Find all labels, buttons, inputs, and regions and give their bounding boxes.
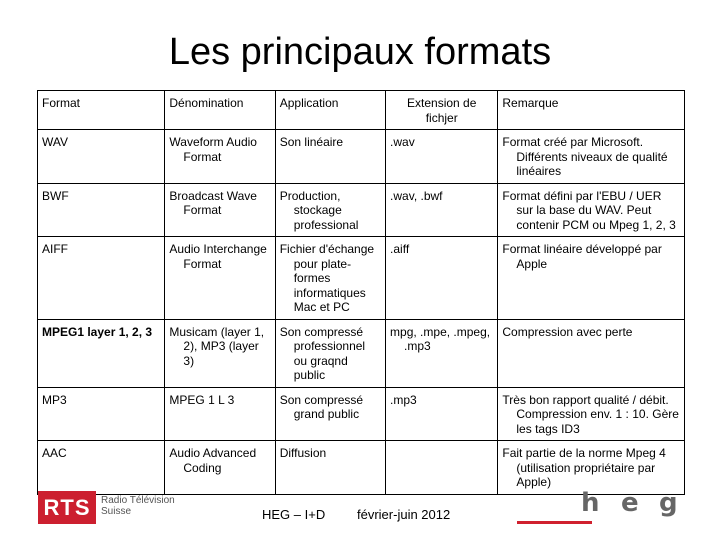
cell-text: Waveform Audio Format: [169, 135, 257, 164]
table-header-row: [38, 91, 685, 130]
cell-application: [275, 319, 385, 387]
cell-application: [275, 237, 385, 320]
cell-text: Musicam (layer 1, 2), MP3 (layer 3): [169, 324, 265, 368]
cell-denomination: MPEG 1 L 3: [165, 387, 275, 441]
cell-remarque: [498, 387, 685, 441]
cell-text: Son compressé grand public: [279, 392, 364, 421]
formats-table: [37, 90, 685, 495]
table-row: [38, 183, 685, 237]
rts-logo-text: [101, 495, 175, 517]
cell-text: Format linéaire développé par Apple: [502, 242, 662, 271]
heg-logo-e: e: [621, 488, 639, 518]
cell-denomination: [165, 441, 275, 495]
footer-date: février-juin 2012: [357, 507, 451, 522]
cell-text: Très bon rapport qualité / débit. Compression env. 1 : 10. Gère les tags ID3: [502, 392, 679, 436]
heg-logo-h: h: [581, 488, 600, 518]
cell-denomination: [165, 237, 275, 320]
table-row: [38, 387, 685, 441]
rts-line1: Radio Télévision: [101, 495, 175, 506]
cell-denomination: [165, 130, 275, 184]
cell-text: Son linéaire: [279, 135, 344, 149]
cell-application: [275, 387, 385, 441]
table-row: [38, 130, 685, 184]
cell-extension: [386, 441, 498, 495]
rts-logo: RTS: [38, 491, 96, 524]
cell-extension: .wav, .bwf: [386, 183, 498, 237]
cell-remarque: Compression avec perte: [498, 319, 685, 387]
table-row: [38, 237, 685, 320]
cell-text: Audio Interchange Format: [169, 242, 267, 271]
cell-remarque: [498, 237, 685, 320]
table-row: [38, 441, 685, 495]
header-denomination: Dénomination: [165, 91, 275, 130]
cell-remarque: [498, 183, 685, 237]
slide-title: Les principaux formats: [168, 31, 552, 73]
cell-format: WAV: [38, 130, 165, 184]
cell-extension: .aiff: [386, 237, 498, 320]
cell-format: AAC: [38, 441, 165, 495]
cell-application: Diffusion: [275, 441, 385, 495]
cell-format: BWF: [38, 183, 165, 237]
cell-denomination: [165, 319, 275, 387]
cell-text: Son compressé professionnel ou graqnd public: [279, 324, 366, 382]
cell-extension: .wav: [386, 130, 498, 184]
rts-line2: Suisse: [101, 506, 132, 517]
cell-format: MP3: [38, 387, 165, 441]
cell-text: Fait partie de la norme Mpeg 4 (utilisation propriétaire par Apple): [502, 446, 666, 489]
cell-format: MPEG1 layer 1, 2, 3: [38, 319, 165, 387]
header-application: Application: [275, 91, 385, 130]
cell-text: mpg, .mpe, .mpeg, .mp3: [390, 324, 491, 353]
cell-extension: .mp3: [386, 387, 498, 441]
cell-application: [275, 183, 385, 237]
table-row: [38, 319, 685, 387]
cell-text: Format défini par l'EBU / UER sur la base du WAV. Peut contenir PCM ou Mpeg 1, 2, 3: [502, 188, 676, 232]
cell-format: AIFF: [38, 237, 165, 320]
header-extension-text: Extension de fichjer: [407, 96, 477, 125]
header-extension: [386, 91, 498, 130]
cell-application: [275, 130, 385, 184]
header-remarque: Remarque: [498, 91, 685, 130]
heg-logo-g: g: [659, 488, 678, 518]
cell-text: Audio Advanced Coding: [169, 446, 257, 475]
cell-extension: [386, 319, 498, 387]
cell-text: Broadcast Wave Format: [169, 188, 257, 217]
cell-text: Fichier d'échange pour plate-formes informatiques Mac et PC: [279, 242, 375, 314]
cell-denomination: [165, 183, 275, 237]
cell-text: Format créé par Microsoft. Différents niveaux de qualité linéaires: [502, 135, 668, 178]
cell-text: Production, stockage professional: [279, 188, 359, 232]
cell-remarque: [498, 441, 685, 495]
footer-org: HEG – I+D: [262, 507, 326, 522]
cell-remarque: [498, 130, 685, 184]
heg-logo-underline: [517, 521, 592, 524]
header-format: Format: [38, 91, 165, 130]
